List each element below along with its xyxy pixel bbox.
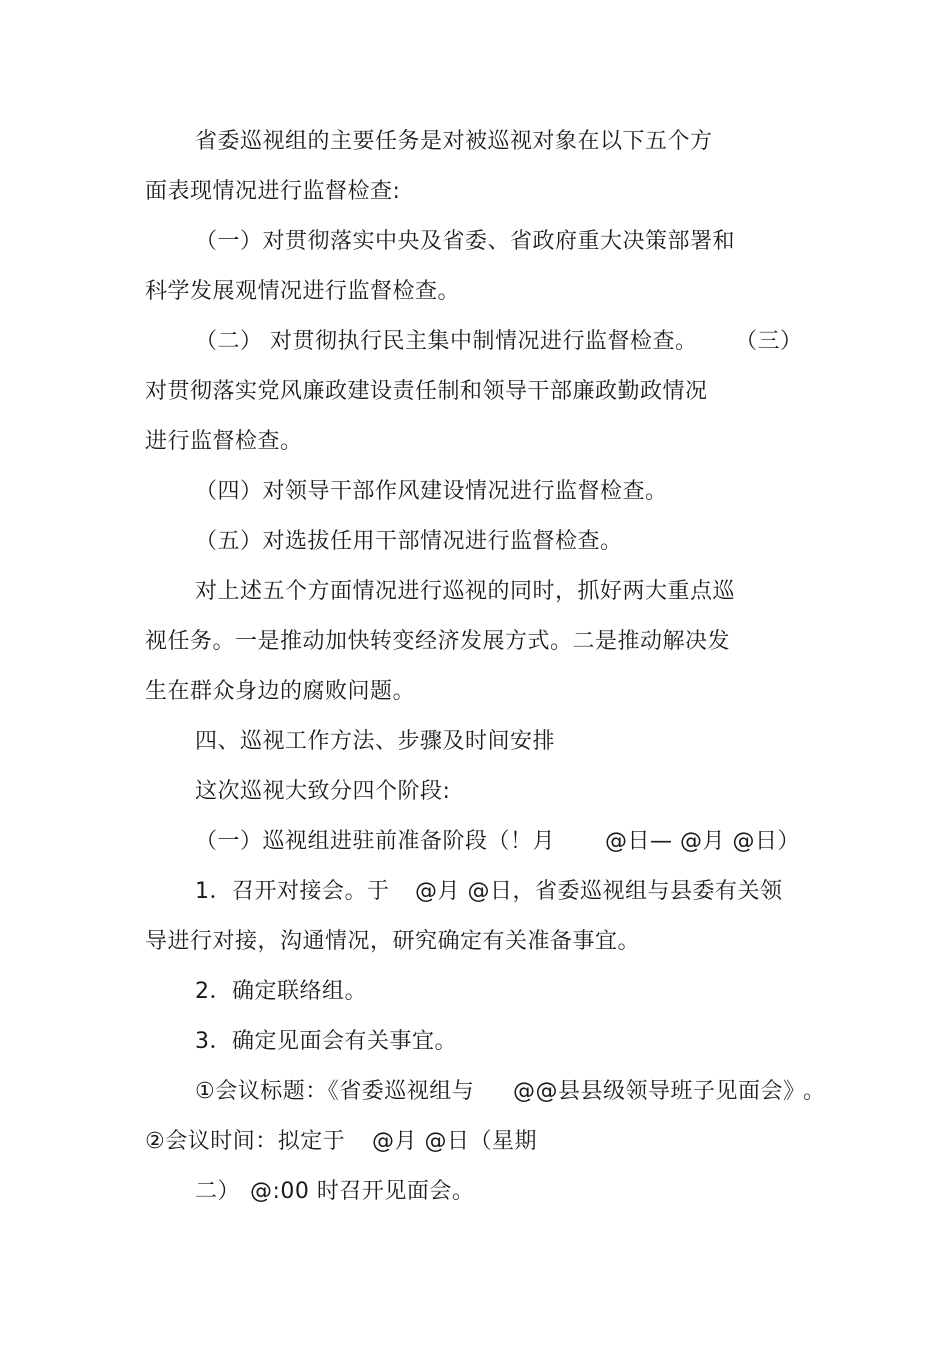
text-line: @月 @日，省委巡视组与县委有关领 [415, 879, 783, 904]
text-line: 面表现情况进行监督检查: [145, 179, 401, 204]
text-line: （一）对贯彻落实中央及省委、省政府重大决策部署和 [195, 229, 736, 254]
text-line: 生在群众身边的腐败问题。 [145, 679, 416, 704]
text-line: 二） [195, 1179, 241, 1204]
text-line: 。 [803, 1079, 826, 1104]
text-line: 科学发展观情况进行监督检查。 [145, 279, 461, 304]
text-line: 导进行对接，沟通情况，研究确定有关准备事宜。 [145, 929, 641, 954]
text-line: @月 @日（星期 [372, 1129, 537, 1154]
text-line: 这次巡视大致分四个阶段: [195, 779, 451, 804]
text-line: 省委巡视组的主要任务是对被巡视对象在以下五个方 [195, 129, 713, 154]
text-line: （四）对领导干部作风建设情况进行监督检查。 [195, 479, 668, 504]
text-line: 1．召开对接会。于 [195, 879, 390, 904]
section-heading: 四、巡视工作方法、步骤及时间安排 [195, 729, 556, 754]
text-line: 对贯彻落实党风廉政建设责任制和领导干部廉政勤政情况 [145, 379, 708, 404]
text-line: @日— @月 @日） [605, 829, 800, 854]
text-line: （一）巡视组进驻前准备阶段（！月 [195, 829, 556, 854]
text-line: （三） [735, 329, 803, 354]
text-line: （五）对选拔任用干部情况进行监督检查。 [195, 529, 623, 554]
text-line: @:00 时召开见面会。 [250, 1179, 475, 1204]
text-line: 对上述五个方面情况进行巡视的同时，抓好两大重点巡 [195, 579, 736, 604]
text-line: （二） 对贯彻执行民主集中制情况进行监督检查。 [195, 329, 698, 354]
text-line: ①会议标题：《省委巡视组与 [195, 1079, 475, 1104]
text-line: 3．确定见面会有关事宜。 [195, 1029, 457, 1054]
text-line: ②会议时间：拟定于 [145, 1129, 346, 1154]
text-line: @@县县级领导班子见面会》 [513, 1079, 806, 1104]
text-line: 视任务。一是推动加快转变经济发展方式。二是推动解决发 [145, 629, 731, 654]
text-line: 2．确定联络组。 [195, 979, 367, 1004]
text-line: 进行监督检查。 [145, 429, 303, 454]
